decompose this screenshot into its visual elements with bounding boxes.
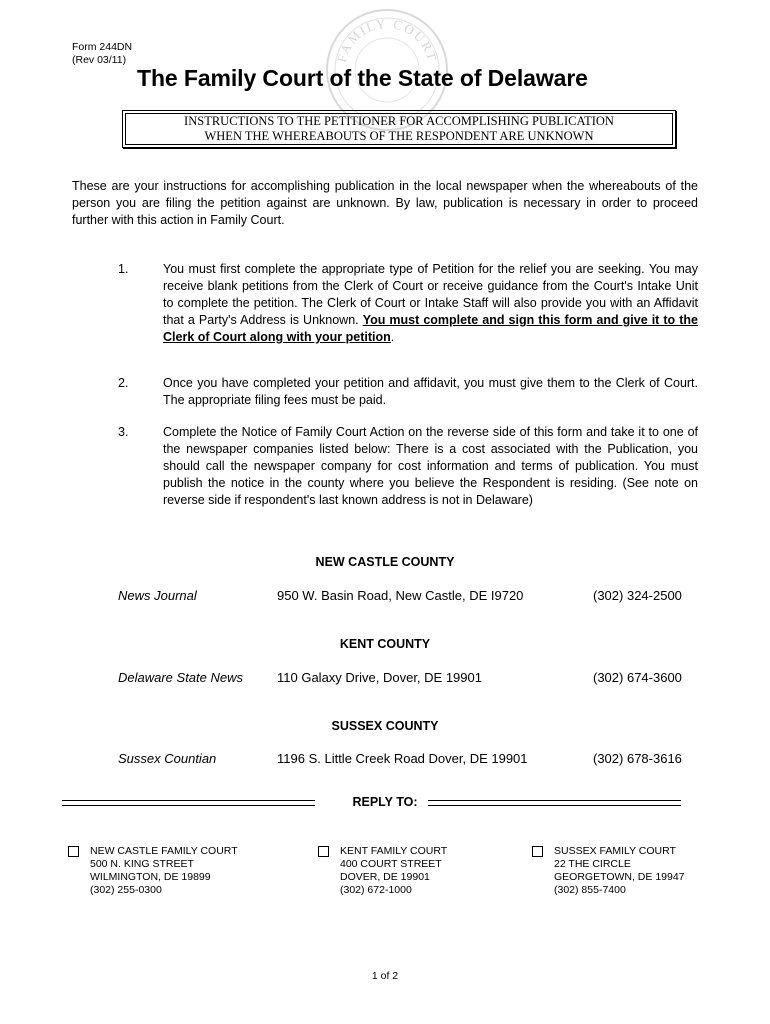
- form-revision: (Rev 03/11): [72, 54, 127, 66]
- item-body: You must first complete the appropriate type of Petition for the relief you are seeking. You may receive blank petitions from the Clerk of Court or receive guidance from the Court's Intake Unit to complete the petition. The Clerk of Court or Intake Staff will also provide you with an Affidavit that a Party's Address is Unknown.: [163, 262, 698, 327]
- court-checkbox[interactable]: [532, 846, 543, 857]
- newspaper-address: 950 W. Basin Road, New Castle, DE I9720: [277, 588, 524, 603]
- newspaper-name: Sussex Countian: [118, 751, 217, 766]
- county-heading: NEW CASTLE COUNTY: [315, 555, 455, 569]
- court-street: 22 THE CIRCLE: [554, 858, 631, 870]
- court-city: GEORGETOWN, DE 19947: [554, 871, 685, 883]
- instructions-heading-line-1: INSTRUCTIONS TO THE PETITIONER FOR ACCOMPLISHING PUBLICATION: [184, 114, 614, 128]
- reply-divider-right: [428, 800, 681, 806]
- court-phone: (302) 855-7400: [554, 884, 626, 896]
- court-name: KENT FAMILY COURT: [340, 845, 448, 857]
- instructions-heading-box: [122, 110, 676, 148]
- item-number: 1.: [118, 262, 129, 276]
- intro-paragraph: These are your instructions for accomplishing publication in the local newspaper when the whereabouts of the person you are filing the petition against are unknown. By law, publication is necessary in order to proceed further with this action in Family Court.: [72, 179, 698, 227]
- county-heading: KENT COUNTY: [339, 637, 431, 651]
- newspaper-phone: (302) 324-2500: [593, 588, 682, 603]
- page-number: 1 of 2: [371, 970, 399, 982]
- newspaper-address: 110 Galaxy Drive, Dover, DE 19901: [277, 670, 482, 685]
- item-number: 3.: [118, 425, 129, 439]
- instruction-item: [118, 261, 698, 346]
- item-end: .: [390, 330, 395, 344]
- court-street: 500 N. KING STREET: [90, 858, 194, 870]
- newspaper-phone: (302) 674-3600: [593, 670, 682, 685]
- item-text: Once you have completed your petition and affidavit, you must give them to the Clerk of Court. The appropriate filing fees must be paid.: [163, 376, 698, 407]
- instruction-item: [118, 375, 698, 409]
- page-title: The Family Court of the State of Delaware: [137, 65, 588, 91]
- seal-text: FAMILY COURT: [333, 15, 441, 64]
- form-identifier: [72, 41, 132, 67]
- newspaper-phone: (302) 678-3616: [593, 751, 682, 766]
- court-name: SUSSEX FAMILY COURT: [554, 845, 676, 857]
- newspaper-address: 1196 S. Little Creek Road Dover, DE 19901: [277, 751, 528, 766]
- instructions-heading-line-2: WHEN THE WHEREABOUTS OF THE RESPONDENT ARE UNKNOWN: [204, 129, 594, 143]
- court-phone: (302) 672-1000: [340, 884, 412, 896]
- form-number: Form 244DN: [72, 41, 133, 53]
- item-text: Complete the Notice of Family Court Action on the reverse side of this form and take it to one of the newspaper companies listed below: There is a cost associated with the Publication, you should call the newspaper company for cost information and terms of publication. You must publish the notice in the county where you believe the Respondent is residing. (See note on reverse side if respondent's last known address is not in Delaware): [163, 425, 698, 507]
- court-city: DOVER, DE 19901: [340, 871, 430, 883]
- court-checkbox[interactable]: [318, 846, 329, 857]
- item-text: [163, 261, 698, 346]
- court-phone: (302) 255-0300: [90, 884, 162, 896]
- instruction-item: [118, 424, 698, 526]
- item-emphasis: You must complete and sign this form and give it to the Clerk of Court along with your petition: [163, 313, 698, 344]
- court-checkbox[interactable]: [68, 846, 79, 857]
- court-name: NEW CASTLE FAMILY COURT: [90, 845, 238, 857]
- county-heading: SUSSEX COUNTY: [331, 719, 439, 733]
- court-street: 400 COURT STREET: [340, 858, 442, 870]
- court-city: WILMINGTON, DE 19899: [90, 871, 211, 883]
- newspaper-name: Delaware State News: [118, 670, 243, 685]
- newspaper-name: News Journal: [118, 588, 197, 603]
- item-number: 2.: [118, 376, 129, 390]
- reply-to-label: REPLY TO:: [352, 795, 418, 809]
